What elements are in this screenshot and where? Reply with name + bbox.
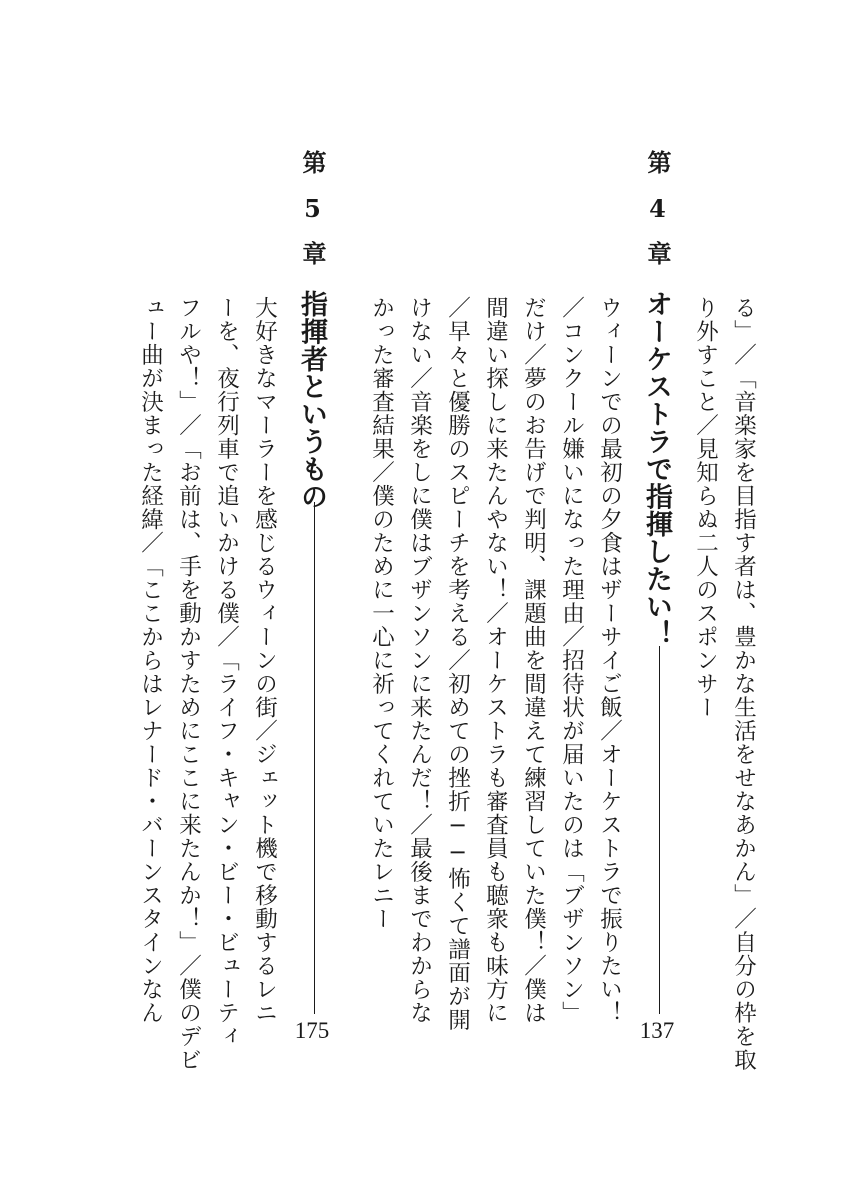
ch4-summary-line-4: 間違い探しに来たんやない！／オーケストラも審査員も聴衆も味方に xyxy=(482,296,509,1025)
chapter-4-dai: 第 xyxy=(643,150,672,174)
chapter-4-number: 4 xyxy=(643,194,672,223)
ch5-summary-line-2: ーを、夜行列車で追いかける僕／「ライフ・キャン・ビー・ビューティ xyxy=(213,296,240,1048)
ch4-summary-line-2: ／コンクール嫌いになった理由／招待状が届いたのは「ブザンソン」 xyxy=(558,296,585,1025)
chapter-5-dai: 第 xyxy=(298,150,327,174)
ch4-summary-line-6: けない／音楽をしに僕はブザンソンに来たんだ！／最後までわからな xyxy=(406,296,433,1025)
ch4-summary-line-5: ／早々と優勝のスピーチを考える／初めての挫折──怖くて譜面が開 xyxy=(444,296,471,1032)
ch5-summary-line-1: 大好きなマーラーを感じるウィーンの街／ジェット機で移動するレニ xyxy=(251,296,278,1025)
ch4-summary-line-7: かった審査結果／僕のために一心に祈ってくれていたレニー xyxy=(368,296,395,931)
chapter-5-leader-line xyxy=(314,502,315,1014)
chapter-4-leader-line xyxy=(659,646,660,1014)
ch3-summary-line-2: り外すこと／見知らぬ二人のスポンサー xyxy=(692,296,719,719)
chapter-5-page-number: 175 xyxy=(294,1018,330,1043)
chapter-4-shou: 章 xyxy=(643,241,672,265)
chapter-5-shou: 章 xyxy=(298,241,327,265)
chapter-5-label xyxy=(298,150,327,265)
ch4-summary-line-3: だけ／夢のお告げで判明、課題曲を間違えて練習していた僕！／僕は xyxy=(520,296,547,1025)
chapter-4-label xyxy=(643,150,672,265)
ch4-summary-line-1: ウィーンでの最初の夕食はザーサイご飯／オーケストラで振りたい！ xyxy=(596,296,623,1025)
chapter-5-title[interactable]: 指揮者というもの xyxy=(296,290,327,510)
ch5-summary-line-4: ュー曲が決まった経緯／「ここからはレナード・バーンスタインなん xyxy=(137,296,164,1025)
chapter-4-page-number: 137 xyxy=(639,1018,675,1043)
chapter-5-number: 5 xyxy=(298,194,327,223)
chapter-4-title[interactable]: オーケストラで指揮したい！ xyxy=(641,290,672,648)
ch5-summary-line-3: フルや！」／「お前は、手を動かすためにここに来たんか！」／僕のデビ xyxy=(175,296,202,1072)
ch3-summary-line-1: る」／「音楽家を目指す者は、豊かな生活をせなあかん」／自分の枠を取 xyxy=(730,296,757,1072)
